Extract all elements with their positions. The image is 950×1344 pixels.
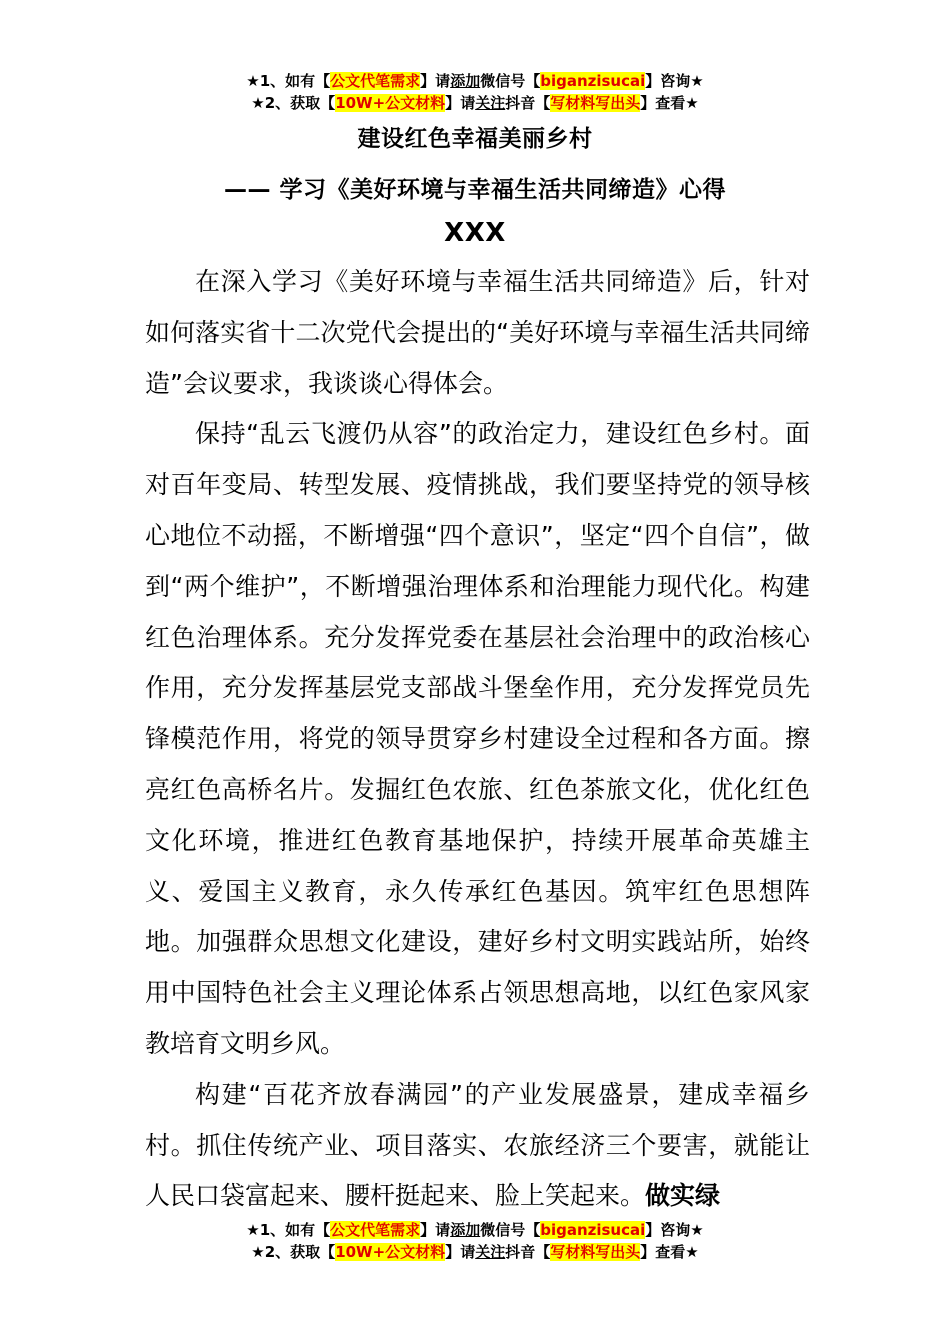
banner-underlined-text: 关注 — [475, 94, 506, 112]
document-author: XXX — [444, 218, 506, 248]
banner-text: 微信号【 — [480, 1221, 541, 1239]
banner-text: 抖音【 — [505, 1243, 551, 1261]
paragraph-text: 构建“百花齐放春满园”的产业发展盛景，建成幸福乡村。抓住传统产业、项目落实、农旅经济三个要害，就能让人民口袋富起来、腰杆挺起来、脸上笑起来。 — [145, 1079, 810, 1211]
banner-line-1 — [0, 1219, 950, 1241]
banner-text: ★2、获取【 — [251, 94, 336, 112]
banner-highlight: biganzisucai — [540, 72, 646, 90]
banner-text: 】请 — [445, 1243, 476, 1261]
banner-text: 】请 — [420, 72, 451, 90]
banner-highlight: 公文代笔需求 — [330, 72, 421, 90]
banner-underlined-text: 添加 — [450, 1221, 481, 1239]
banner-underlined-text: 关注 — [475, 1243, 506, 1261]
banner-highlight: 公文代笔需求 — [330, 1221, 421, 1239]
banner-highlight: 10W+公文材料 — [335, 94, 446, 112]
banner-text: 】查看★ — [640, 94, 699, 112]
document-title: 建设红色幸福美丽乡村 — [357, 126, 593, 152]
banner-text: 】咨询★ — [645, 1221, 704, 1239]
banner-text: 】请 — [420, 1221, 451, 1239]
banner-text: ★1、如有【 — [246, 1221, 331, 1239]
banner-highlight: 10W+公文材料 — [335, 1243, 446, 1261]
top-banner — [0, 70, 950, 114]
banner-text: 抖音【 — [505, 94, 551, 112]
paragraph-bold-text: 做实绿 — [645, 1181, 721, 1211]
paragraph — [145, 1070, 810, 1222]
paragraph: 保持“乱云飞渡仍从容”的政治定力，建设红色乡村。面对百年变局、转型发展、疫情挑战，我们要坚持党的领导核心地位不动摇，不断增强“四个意识”，坚定“四个自信”，做到“两个维护”，不断增强治理体系和治理能力现代化。构建红色治理体系。充分发挥党委在基层社会治理中的政治核心作用，充分发挥基层党支部战斗堡垒作用，充分发挥党员先锋模范作用，将党的领导贯穿乡村建设全过程和各方面。擦亮红色高桥名片。发掘红色农旅、红色茶旅文化，优化红色文化环境，推进红色教育基地保护，持续开展革命英雄主义、爱国主义教育，永久传承红色基因。筑牢红色思想阵地。加强群众思想文化建设，建好乡村文明实践站所，始终用中国特色社会主义理论体系占领思想高地，以红色家风家教培育文明乡风。 — [145, 419, 810, 1058]
banner-highlight: 写材料写出头 — [550, 1243, 641, 1261]
banner-text: ★2、获取【 — [251, 1243, 336, 1261]
bottom-banner — [0, 1219, 950, 1263]
document-subtitle: —— 学习《美好环境与幸福生活共同缔造》心得 — [223, 177, 726, 203]
banner-highlight: biganzisucai — [540, 1221, 646, 1239]
banner-line-2 — [0, 92, 950, 114]
banner-highlight: 写材料写出头 — [550, 94, 641, 112]
banner-underlined-text: 添加 — [450, 72, 481, 90]
banner-line-2 — [0, 1241, 950, 1263]
banner-line-1 — [0, 70, 950, 92]
document-body — [145, 257, 810, 1222]
banner-text: ★1、如有【 — [246, 72, 331, 90]
banner-text: 】请 — [445, 94, 476, 112]
banner-text: 微信号【 — [480, 72, 541, 90]
banner-text: 】咨询★ — [645, 72, 704, 90]
banner-text: 】查看★ — [640, 1243, 699, 1261]
paragraph: 在深入学习《美好环境与幸福生活共同缔造》后，针对如何落实省十二次党代会提出的“美好环境与幸福生活共同缔造”会议要求，我谈谈心得体会。 — [145, 267, 810, 398]
